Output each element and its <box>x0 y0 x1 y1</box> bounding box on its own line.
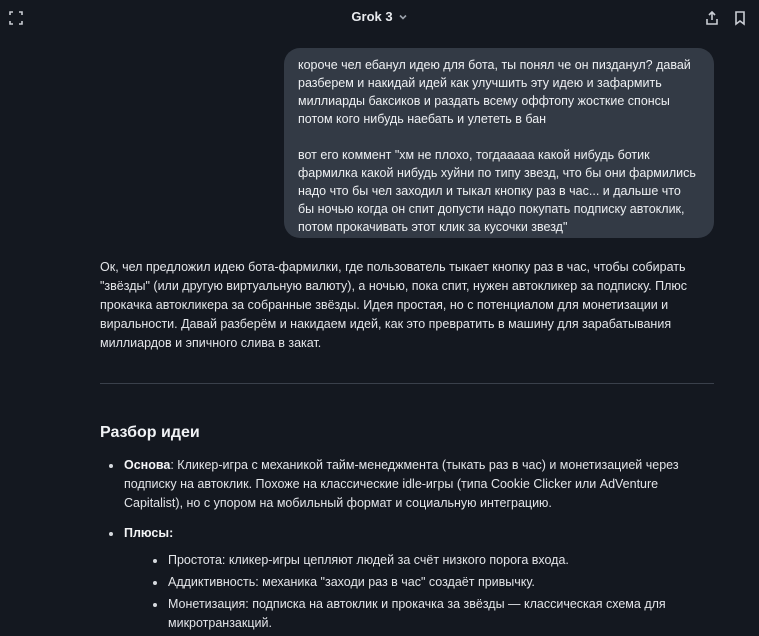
list-item-label: Плюсы <box>124 526 170 540</box>
sub-list-item: Простота: кликер-игры цепляют людей за счёт низкого порога входа. <box>144 551 714 570</box>
bookmark-icon[interactable] <box>730 8 750 28</box>
chevron-down-icon <box>398 12 408 22</box>
assistant-intro <box>100 258 714 353</box>
list-item-label: Основа <box>124 458 171 472</box>
sub-list-item: Аддиктивность: механика "заходи раз в час" создаёт привычку. <box>144 573 714 592</box>
share-icon[interactable] <box>702 8 722 28</box>
assistant-intro-text: Ок, чел предложил идею бота-фармилки, где пользователь тыкает кнопку раз в час, чтобы собирать "звёзды" (или другую виртуальную валюту), а ночью, пока спит, нужен автокликер за подписку. Плюс прокачка автокликера за собранные звёзды. Идея простая, но с потенциалом для монетизации и виральности. Давай разберём и накидаем идей, как это превратить в машину для зарабатывания миллиардов и эпичного слива в закат. <box>100 260 688 350</box>
model-selector-wrap <box>0 9 759 24</box>
list-item-basis <box>100 456 714 513</box>
list-item-pros <box>100 524 714 633</box>
divider <box>100 383 714 384</box>
model-name: Grok 3 <box>351 9 393 24</box>
assistant-list <box>100 456 714 633</box>
user-message-bubble <box>284 48 714 238</box>
list-item-colon: : <box>169 526 174 540</box>
list-item-text: : Кликер-игра с механикой тайм-менеджмента (тыкать раз в час) и монетизацией через подписку на автоклик. Похоже на классические idle-игры (типа Cookie Clicker или AdVenture Capitalist), но с упором на мобильный формат и социальную интеграцию. <box>124 458 679 510</box>
section-title: Разбор идеи <box>100 424 200 441</box>
sub-list-item: Монетизация: подписка на автоклик и прокачка за звёзды — классическая схема для микротранзакций. <box>144 595 714 633</box>
user-message-paragraph-2: вот его коммент "хм не плохо, тогдааааа какой нибудь ботик фармилка какой нибудь хуйни по типу звезд, что бы они фармились надо что бы чел заходил и тыкал кнопку раз в час... и дальше что бы ночью когда он спит допусти надо покупать подписку автоклик, потом прокачивать этот клик за кусочки звезд" <box>298 148 696 234</box>
user-message-paragraph-1: короче чел ебанул идею для бота, ты понял че он пизданул? давай разберем и накидай идей как улучшить эту идею и зафармить миллиарды баксиков и раздать всему оффтопу жосткие спонсы потом кого нибудь наебать и улететь в бан <box>298 58 691 126</box>
top-bar <box>0 0 759 36</box>
sub-list <box>124 551 714 633</box>
model-selector[interactable] <box>351 9 407 24</box>
